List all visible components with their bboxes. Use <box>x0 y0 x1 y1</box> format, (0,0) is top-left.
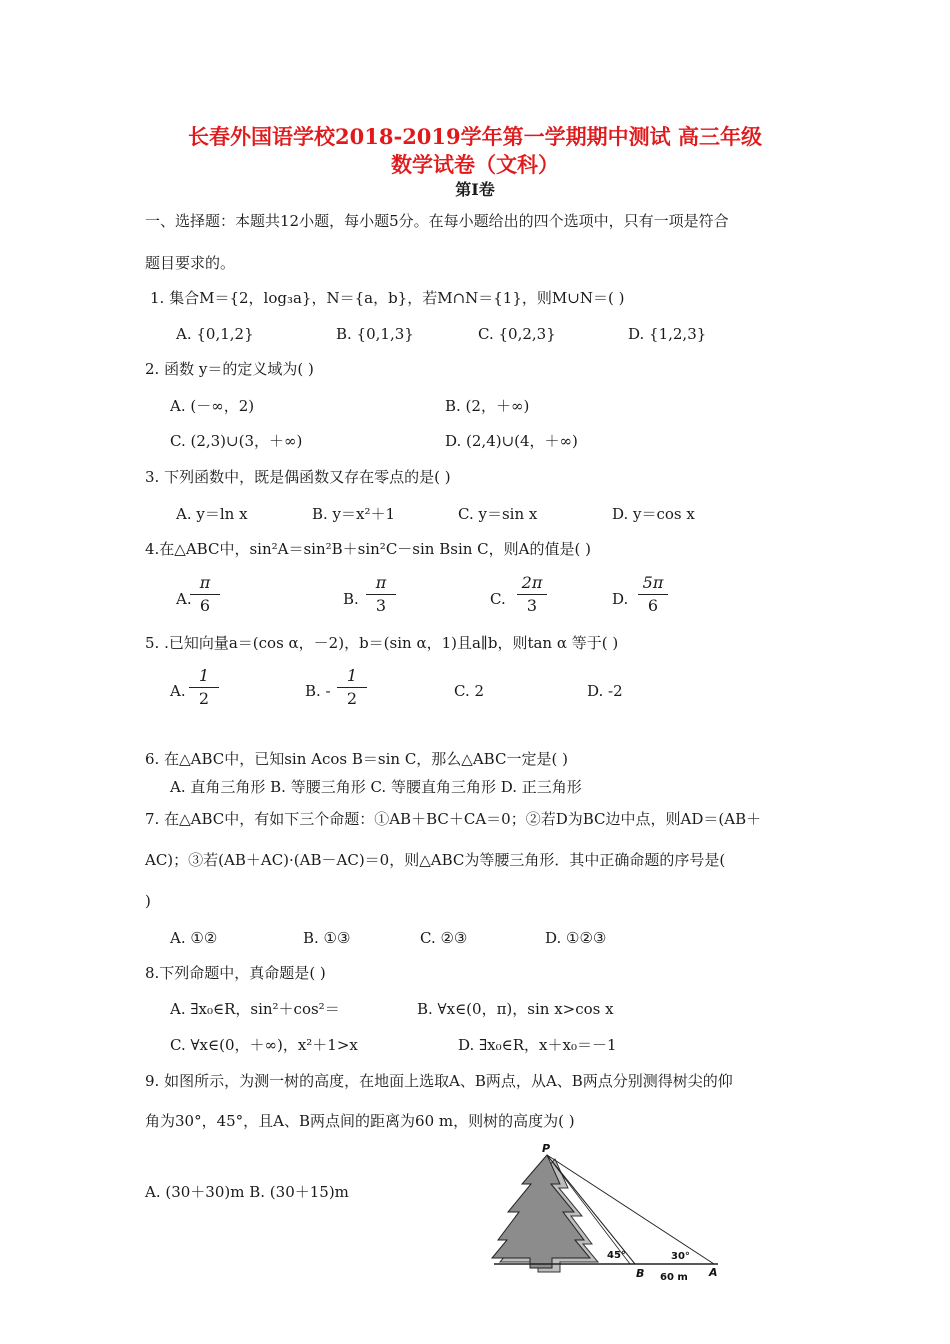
q2-option-b: B. (2，＋∞) <box>445 397 530 415</box>
q5-option-b-numerator: 1 <box>337 667 367 688</box>
q5-option-a-label: A. <box>170 682 186 700</box>
q8-option-d: D. ∃x₀∈R，x＋x₀＝－1 <box>458 1036 617 1054</box>
q5-option-b-fraction <box>337 667 367 708</box>
q1-option-b: B. {0,1,3} <box>336 325 414 343</box>
q4-option-c-label: C. <box>490 590 506 608</box>
exam-title: 长春外国语学校2018-2019学年第一学期期中测试 高三年级 <box>188 124 762 149</box>
q7-stem-line1: 7. 在△ABC中，有如下三个命题：①AB＋BC＋CA＝0；②若D为BC边中点，则AD＝(AB＋ <box>145 810 762 828</box>
q8-option-b: B. ∀x∈(0，π)，sin x>cos x <box>417 1000 614 1018</box>
q4-option-b-label: B. <box>343 590 359 608</box>
q4-option-b-denominator: 3 <box>375 596 387 615</box>
q1-stem: 1. 集合M＝{2，log₃a}，N＝{a，b}，若M∩N＝{1}，则M∪N＝( ) <box>150 289 625 307</box>
q4-option-c-fraction <box>517 574 547 615</box>
q1-option-a: A. {0,1,2} <box>176 325 254 343</box>
label-a: A <box>709 1266 718 1279</box>
q9-options: A. (30＋30)m B. (30＋15)m <box>145 1183 349 1201</box>
q4-option-a-label: A. <box>176 590 192 608</box>
q1-option-c: C. {0,2,3} <box>478 325 556 343</box>
q5-option-d: D. -2 <box>587 682 623 700</box>
q4-option-b-fraction <box>366 574 396 615</box>
q4-option-d-label: D. <box>612 590 629 608</box>
q5-option-b-denominator: 2 <box>346 689 358 708</box>
q9-stem-line2: 角为30°，45°，且A、B两点间的距离为60 m，则树的高度为( ) <box>145 1112 575 1130</box>
q3-option-a: A. y＝ln x <box>176 505 248 523</box>
q7-stem-line2: AC)；③若(AB＋AC)·(AB－AC)＝0，则△ABC为等腰三角形．其中正确命题的序号是( <box>145 851 726 869</box>
section-instructions-line1: 一、选择题：本题共12小题，每小题5分。在每小题给出的四个选项中，只有一项是符合 <box>145 212 729 230</box>
tree-measurement-figure <box>490 1136 730 1286</box>
q4-option-a-numerator: π <box>190 574 220 595</box>
q4-option-b-numerator: π <box>366 574 396 595</box>
q6-options: A. 直角三角形 B. 等腰三角形 C. 等腰直角三角形 D. 正三角形 <box>170 778 582 796</box>
label-distance: 60 m <box>660 1272 688 1283</box>
exam-subtitle: 数学试卷（文科） <box>391 152 559 177</box>
q2-option-c: C. (2,3)∪(3，＋∞) <box>170 432 303 450</box>
section-instructions-line2: 题目要求的。 <box>145 254 236 272</box>
q3-option-b: B. y＝x²＋1 <box>312 505 396 523</box>
label-angle-45: 45° <box>607 1250 626 1261</box>
q5-option-a-numerator: 1 <box>189 667 219 688</box>
q4-option-c-denominator: 3 <box>526 596 538 615</box>
q7-option-d: D. ①②③ <box>545 929 607 947</box>
q4-option-d-denominator: 6 <box>647 596 659 615</box>
q7-stem-line3: ) <box>145 892 151 910</box>
q9-stem-line1: 9. 如图所示，为测一树的高度，在地面上选取A、B两点，从A、B两点分别测得树尖的仰 <box>145 1072 733 1090</box>
q8-stem: 8.下列命题中，真命题是( ) <box>145 964 326 982</box>
volume-heading: 第Ⅰ卷 <box>455 180 495 199</box>
q3-option-c: C. y＝sin x <box>458 505 538 523</box>
label-p: P <box>542 1142 551 1155</box>
q2-stem: 2. 函数 y＝的定义域为( ) <box>145 360 314 378</box>
q2-option-a: A. (－∞，2) <box>170 397 255 415</box>
q5-option-a-denominator: 2 <box>198 689 210 708</box>
q1-option-d: D. {1,2,3} <box>628 325 707 343</box>
q2-option-d: D. (2,4)∪(4，＋∞) <box>445 432 578 450</box>
q3-option-d: D. y＝cos x <box>612 505 695 523</box>
q6-stem: 6. 在△ABC中，已知sin Acos B＝sin C，那么△ABC一定是( ) <box>145 750 568 768</box>
q4-option-a-fraction <box>190 574 220 615</box>
q8-option-a: A. ∃x₀∈R，sin²＋cos²＝ <box>170 1000 340 1018</box>
q5-option-c: C. 2 <box>454 682 485 700</box>
q7-option-c: C. ②③ <box>420 929 468 947</box>
q4-option-a-denominator: 6 <box>199 596 211 615</box>
label-angle-30: 30° <box>671 1251 690 1262</box>
q5-option-a-fraction <box>189 667 219 708</box>
q4-stem: 4.在△ABC中，sin²A＝sin²B＋sin²C－sin Bsin C，则A的值是( ) <box>145 540 591 558</box>
q7-option-b: B. ①③ <box>303 929 351 947</box>
q7-option-a: A. ①② <box>170 929 218 947</box>
q4-option-c-numerator: 2π <box>517 574 547 595</box>
q8-option-c: C. ∀x∈(0，＋∞)，x²＋1>x <box>170 1036 358 1054</box>
q4-option-d-fraction <box>638 574 668 615</box>
label-b: B <box>636 1267 645 1280</box>
q4-option-d-numerator: 5π <box>638 574 668 595</box>
q5-option-b-label: B. - <box>305 682 331 700</box>
q3-stem: 3. 下列函数中，既是偶函数又存在零点的是( ) <box>145 468 451 486</box>
q5-stem: 5. .已知向量a＝(cos α，－2)，b＝(sin α，1)且a∥b，则tan α 等于( ) <box>145 634 619 652</box>
